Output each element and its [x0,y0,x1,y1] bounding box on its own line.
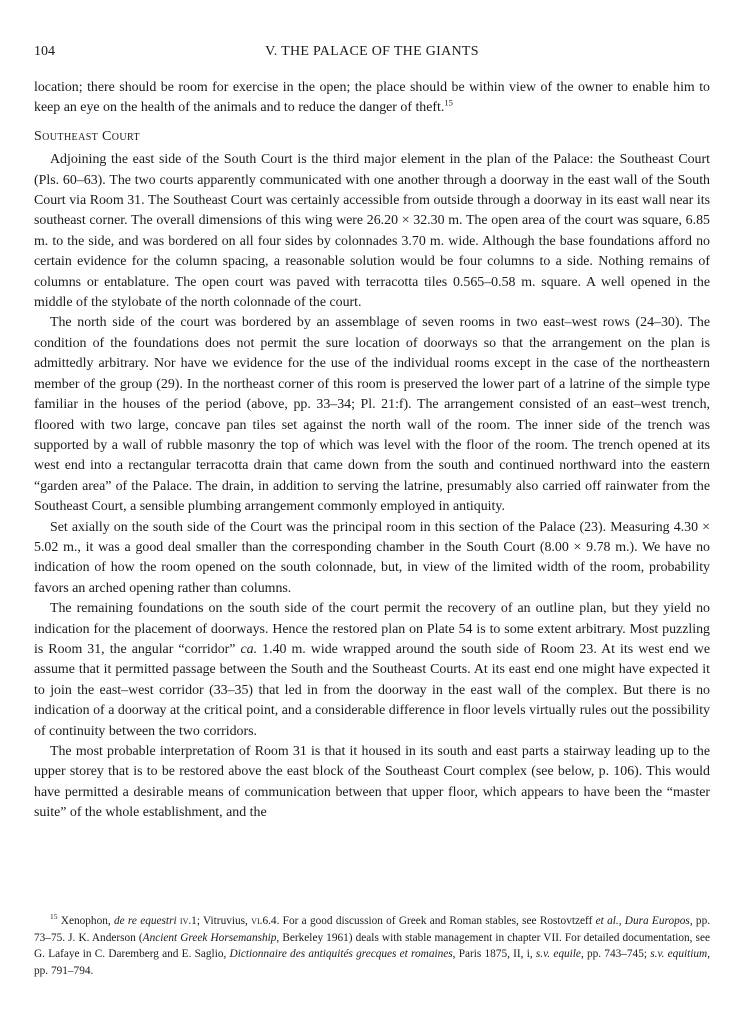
footnote-text: , pp. 743–745; [580,948,647,961]
footnote-number: 15 [50,912,58,922]
paragraph: Set axially on the south side of the Court was the principal room in this section of the Palace (23). Measuring 4.30 × 5.02 m., it was a good deal smaller than the corresponding chamber in the South Court (8.00 × 9.78 m.). We have no indication of how the room opened on the south colonnade, but, in view of the limited width of the room, probability favors an arched opening rather than columns. [34,519,710,596]
footnote-text: , pp. 73–75. J. K. Anderson ( [34,915,711,944]
footnote [34,913,710,979]
paragraph-text: The remaining foundations on the south side of the court permit the recovery of an outline plan, but they yield no indication for the placement of doorways. Hence the restored plan on Plate 54 is to some extent arbitrary. Most puzzling is Room 31, the angular “corridor” [34,601,710,657]
chapter-title: V. THE PALACE OF THE GIANTS [265,44,479,59]
footnote-text: , Paris 1875, II, i, [452,948,533,961]
footnote-text: ; Vitruvius, [196,915,248,927]
footnote-reference-smallcaps: vi.6.4 [251,915,277,927]
footnote-italic: et al., Dura Europos [595,915,690,927]
footnote-text: Xenophon, [60,915,111,927]
paragraph: The north side of the court was bordered by an assemblage of seven rooms in two east–west rows (24–30). The condition of the foundations does not permit the sure location of doorways so that the arrangement on the plan is admittedly arbitrary. Nor have we evidence for the use of the individual rooms except in the case of the northeastern member of the group (29). In the northeast corner of this room is preserved the lower part of a latrine of the simple type familiar in the houses of the period (above, pp. 33–34; Pl. 21:f). The arrangement consisted of an east–west trench, floored with two large, concave pan tiles set against the north wall of the room. The inner side of the trench was supported by a wall of rubble masonry the top of which was level with the floor of the room. The trench opened at its west end into a rectangular terracotta drain that came down from the south and continued northward into the eastern “garden area” of the Palace. The drain, in addition to serving the latrine, presumably also carried off rainwater from the Southeast Court, a sensible plumbing arrangement commonly employed in antiquity. [34,315,710,515]
paragraph [34,599,710,742]
footnote-italic: s.v. equile [535,948,581,961]
section-heading: Southeast Court [34,128,141,144]
italic-abbreviation: ca. [240,641,258,657]
paragraph-continued [34,78,710,119]
footnote-italic: s.v. equitium [650,948,708,961]
footnote-text: . For a good discussion of Greek and Roman stables, see Rostovtzeff [276,915,593,927]
running-head [34,44,710,64]
footnotes [34,913,710,979]
paragraph: Adjoining the east side of the South Court is the third major element in the plan of the Palace: the Southeast Court (Pls. 60–63). The two courts apparently communicated with one another through a doorway in the east wall of the South Court via Room 31. The Southeast Court was certainly accessible from outside through a doorway in its east wall near its southeast corner. The overall dimensions of this wing were 26.20 × 32.30 m. The open area of the court was square, 6.85 m. to the side, and was bordered on all four sides by colonnades 3.70 m. wide. Although the base foundations afford no certain evidence for the column spacing, a reasonable solution would be four columns to a side. Nothing remains of columns or entablature. The open court was paved with terracotta tiles 0.565–0.58 m. square. A well opened in the middle of the stylobate of the north colonnade of the court. [34,152,710,311]
footnote-italic: Dictionnaire des antiquités grecques et romaines [229,948,453,961]
footnote-italic: de re equestri [113,915,177,927]
footnote-text: , pp. 791–794. [34,948,711,977]
footnote-italic: Ancient Greek Horsemanship [142,931,277,944]
page-number: 104 [34,44,55,59]
paragraph-text: 1.40 m. wide wrapped around the south side of Room 23. At its west end we assume that it permitted passage between the South and the Southeast Courts. At its east end one might have expected it to join the east–west corridor (33–35) that led in from the doorway in the east wall of the complex. But there is no indication of a doorway at the critical point, and a considerable difference in floor levels virtually rules out the possibility of continuity between the two corridors. [34,641,710,739]
footnote-reference-smallcaps: iv.1 [179,915,197,927]
body-text [34,78,710,824]
footnote-text: , Berkeley 1961) deals with stable management in chapter VII. For detailed documentation, see G. Lafaye in C. Daremberg and E. Saglio, [34,931,710,961]
paragraph-text: location; there should be room for exercise in the open; the place should be within view of the owner to enable him to keep an eye on the health of the animals and to reduce the danger of theft. [34,80,710,116]
paragraph: The most probable interpretation of Room 31 is that it housed in its south and east parts a stairway leading up to the upper storey that is to be restored above the east block of the Southeast Court complex (see below, p. 106). This would have permitted a desirable means of communication between that upper floor, which appears to have been the “master suite” of the whole establishment, and the [34,744,710,821]
footnote-reference[interactable]: 15 [444,97,453,108]
